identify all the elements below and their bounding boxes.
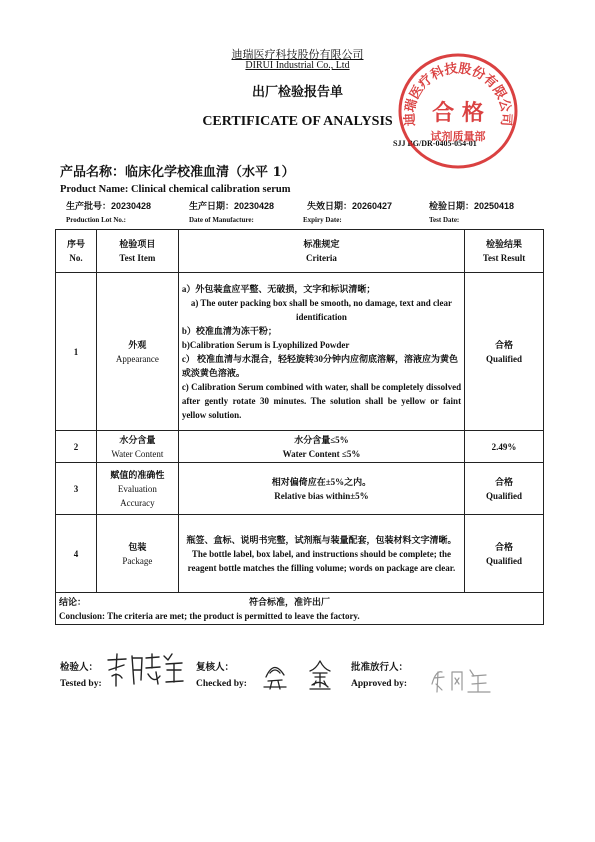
manufacture-date-en: Date of Manufacture: [189,216,254,224]
company-name-en: DIRUI Industrial Co., Ltd [245,60,350,71]
conclusion-value-cn: 符合标准，准许出厂 [249,596,331,607]
expiry-date-en: Expiry Date: [303,216,342,224]
tested-by-label: 检验人： Tested by: [60,663,102,689]
table-row [56,515,544,593]
row-test-item: 赋值的准确性 Evaluation Accuracy [96,463,178,515]
row-result: 2.49% [465,431,544,463]
row-number: 3 [56,463,97,515]
title-en: CERTIFICATE OF ANALYSIS [202,114,393,129]
header-no: 序号 No. [56,230,97,273]
row-criteria: a）外包装盒应平整、无破损，文字和标识清晰； a) The outer packing box shall be smooth, no damage, text and clear identification b）校准血清为冻干粉； b)Calibration Serum is Lyophilized Powder c） 校准血清与水混合，轻轻旋转30分钟内应彻底溶解，溶液应为黄色或淡黄色溶液。 c) Calibration Serum combined with water, shall be completely dissolved after gently rotate 30 minutes. The solution shall be yellow or faint yellow solution. [178,273,464,431]
company-name-cn: 迪瑞医疗科技股份有限公司 [231,48,364,61]
conclusion-row [56,593,544,625]
product-name-cn: 产品名称：临床化学校准血清（水平 1） [60,165,295,180]
table-row [56,431,544,463]
svg-text:迪瑞医疗科技股份有限公司: 迪瑞医疗科技股份有限公司 [402,61,514,127]
expiry-date: 失效日期：20260427 [307,201,393,211]
row-criteria: 瓶签、盒标、说明书完整，试剂瓶与装量配套，包装材料文字清晰。 The bottle label, box label, and instructions should be complete; the reagent bottle matches the filling volume; words on package are clear. [178,515,464,593]
lot-number-en: Production Lot No.: [66,216,126,224]
inspection-table [55,229,544,625]
table-header-row [56,230,544,273]
quality-seal-stamp [397,52,519,170]
approved-by-label: 批准放行人： Approved by: [351,663,409,689]
table-row [56,463,544,515]
row-result: 合格 Qualified [465,463,544,515]
row-criteria: 水分含量≤5% Water Content ≤5% [178,431,464,463]
row-test-item: 外观 Appearance [96,273,178,431]
row-number: 4 [56,515,97,593]
conclusion [56,593,544,625]
checker-signature [258,655,390,693]
row-result: 合格 Qualified [465,515,544,593]
lot-number: 生产批号：20230428 [66,201,152,211]
header-test-result: 检验结果 Test Result [465,230,544,273]
row-number: 2 [56,431,97,463]
checked-by-label: 复核人： Checked by: [196,663,247,689]
row-number: 1 [56,273,97,431]
header-test-item: 检验项目 Test Item [96,230,178,273]
table-row [56,273,544,431]
manufacture-date: 生产日期：20230428 [189,201,275,211]
test-date: 检验日期：20250418 [429,201,515,211]
header-criteria: 标准规定 Criteria [178,230,464,273]
title-cn: 出厂检验报告单 [251,85,343,100]
conclusion-label: 结论： [59,596,87,607]
conclusion-en: Conclusion: The criteria are met; the product is permitted to leave the factory. [59,610,360,621]
tester-signature [104,650,186,690]
document-number: SJJ BG/DR-0405-054-01 [393,139,477,148]
row-test-item: 包装 Package [96,515,178,593]
svg-text:合 格: 合 格 [432,101,484,126]
approver-signature [428,664,500,696]
test-date-en: Test Date: [429,216,460,224]
product-name-en: Product Name: Clinical chemical calibration serum [60,184,291,195]
row-criteria: 相对偏倚应在±5%之内。 Relative bias within±5% [178,463,464,515]
row-result: 合格 Qualified [465,273,544,431]
svg-text:试剂质量部: 试剂质量部 [430,130,486,143]
row-test-item: 水分含量 Water Content [96,431,178,463]
